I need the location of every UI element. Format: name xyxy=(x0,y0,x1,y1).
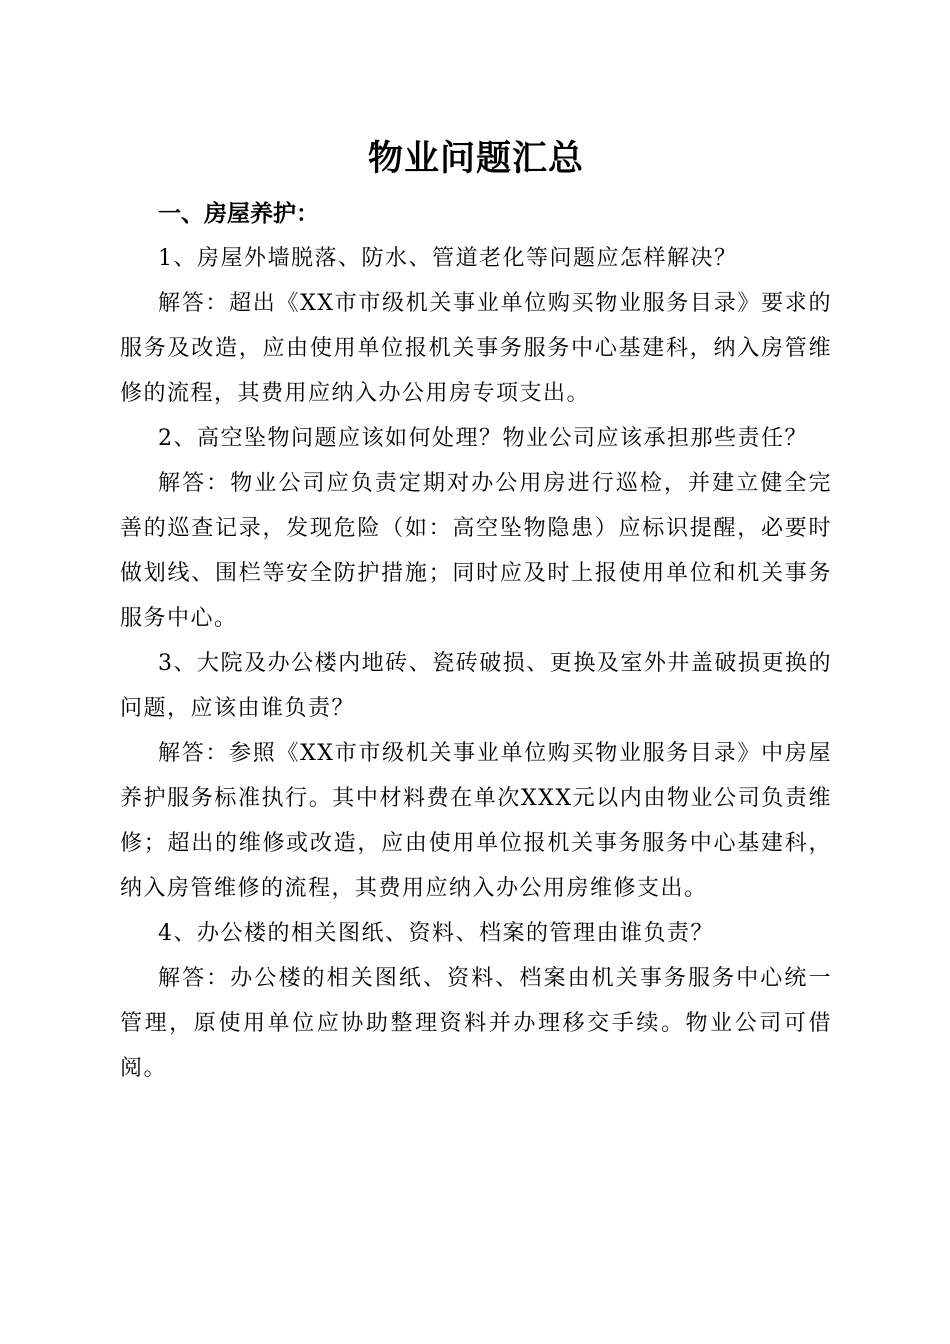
answer-3: 解答：参照《XX市市级机关事业单位购买物业服务目录》中房屋养护服务标准执行。其中材料费在单次XXX元以内由物业公司负责维修；超出的维修或改造，应由使用单位报机关事务服务中心基建科，纳入房管维修的流程，其费用应纳入办公用房维修支出。 xyxy=(120,741,832,901)
answer-4: 解答：办公楼的相关图纸、资料、档案由机关事务服务中心统一管理，原使用单位应协助整理资料并办理移交手续。物业公司可借阅。 xyxy=(120,966,832,1081)
question-2: 2、高空坠物问题应该如何处理？物业公司应该承担那些责任？ xyxy=(158,426,808,451)
question-4: 4、办公楼的相关图纸、资料、档案的管理由谁负责？ xyxy=(158,921,714,946)
section-heading-housing-maintenance: 一、房屋养护： xyxy=(158,201,319,227)
answer-2: 解答：物业公司应负责定期对办公用房进行巡检，并建立健全完善的巡查记录，发现危险（如：高空坠物隐患）应标识提醒，必要时做划线、围栏等安全防护措施；同时应及时上报使用单位和机关事务服务中心。 xyxy=(120,471,832,631)
question-1: 1、房屋外墙脱落、防水、管道老化等问题应怎样解决？ xyxy=(158,246,738,271)
document-body xyxy=(120,132,832,1091)
answer-1: 解答：超出《XX市市级机关事业单位购买物业服务目录》要求的服务及改造，应由使用单位报机关事务服务中心基建科，纳入房管维修的流程，其费用应纳入办公用房专项支出。 xyxy=(120,291,832,406)
document-title: 物业问题汇总 xyxy=(367,138,584,179)
question-3: 3、大院及办公楼内地砖、瓷砖破损、更换及室外井盖破损更换的问题，应该由谁负责？ xyxy=(120,651,832,721)
